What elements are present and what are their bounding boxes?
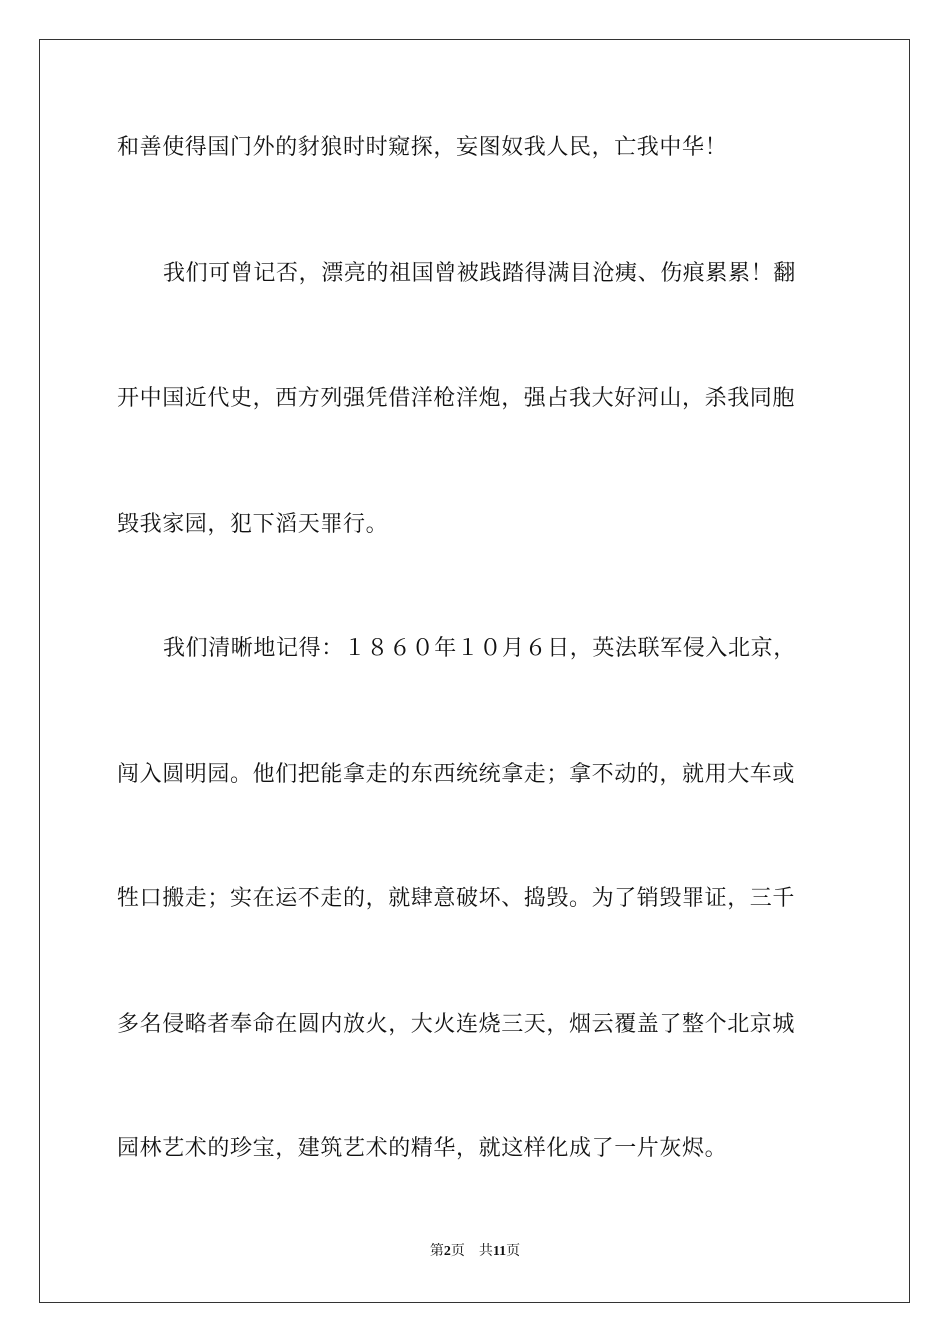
text-line-6: 闯入圆明园。他们把能拿走的东西统统拿走；拿不动的，就用大车或 (117, 762, 796, 787)
text-line-7: 牲口搬走；实在运不走的，就肆意破坏、捣毁。为了销毁罪证，三千 (117, 886, 796, 911)
page-footer (0, 1243, 950, 1261)
total-prefix: 共 (478, 1244, 493, 1259)
text-line-2: 我们可曾记否，漂亮的祖国曾被践踏得满目沧痍、伤痕累累！翻 (163, 261, 796, 286)
text-line-3: 开中国近代史，西方列强凭借洋枪洋炮，强占我大好河山，杀我同胞 (117, 386, 796, 411)
text-line-4: 毁我家园，犯下滔天罪行。 (117, 512, 389, 537)
page-border (39, 39, 910, 1303)
total-suffix: 页 (506, 1244, 521, 1259)
page-suffix: 页 (450, 1244, 465, 1259)
page-number: 2 (443, 1244, 451, 1259)
page-prefix: 第 (429, 1244, 444, 1259)
text-line-9: 园林艺术的珍宝，建筑艺术的精华，就这样化成了一片灰烬。 (117, 1136, 728, 1161)
text-line-1: 和善使得国门外的豺狼时时窥探，妄图奴我人民，亡我中华！ (117, 135, 728, 160)
text-line-5: 我们清晰地记得：１８６０年１０月６日，英法联军侵入北京， (163, 636, 796, 661)
total-pages: 11 (492, 1244, 507, 1259)
text-line-8: 多名侵略者奉命在圆内放火，大火连烧三天，烟云覆盖了整个北京城 (117, 1012, 796, 1037)
